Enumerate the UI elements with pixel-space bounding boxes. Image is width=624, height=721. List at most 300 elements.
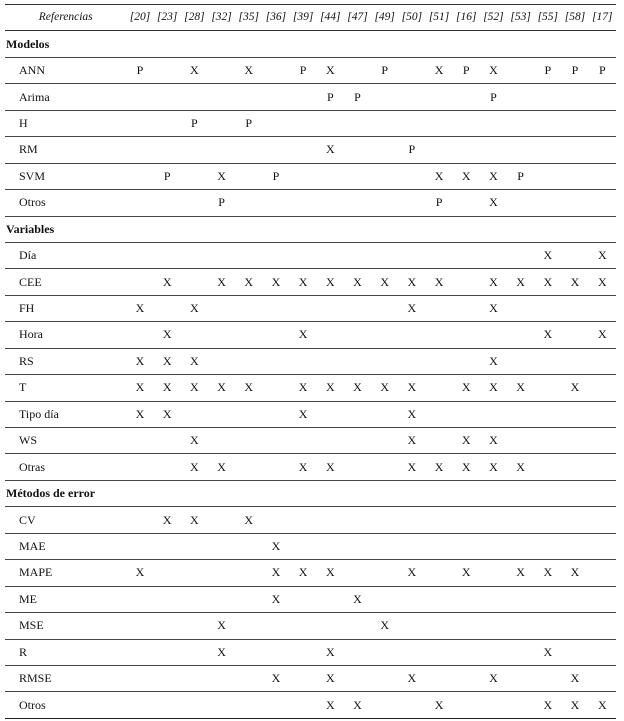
table-cell: X — [190, 301, 199, 316]
table-cell: X — [162, 380, 172, 395]
table-cell — [589, 533, 616, 559]
table-cell — [344, 613, 371, 639]
table-cell — [262, 137, 289, 163]
references-comparison-table — [5, 4, 616, 719]
table-cell: X — [461, 459, 471, 474]
table-row — [5, 163, 616, 189]
table-cell — [208, 137, 235, 163]
table-cell: P — [408, 142, 416, 157]
table-cell — [290, 348, 317, 374]
table-cell: X — [325, 63, 335, 78]
table-cell — [317, 586, 344, 612]
table-cell — [262, 295, 289, 321]
table-cell: X — [570, 671, 580, 686]
table-cell: X — [380, 380, 389, 395]
header-ref: [50] — [401, 11, 423, 24]
table-cell — [534, 586, 561, 612]
table-cell: X — [135, 406, 145, 421]
table-cell: X — [298, 406, 308, 421]
table-row — [5, 665, 616, 691]
table-cell — [453, 639, 480, 665]
table-cell — [290, 84, 317, 110]
table-cell — [154, 665, 181, 691]
row-label: CV — [19, 512, 36, 527]
table-cell — [507, 190, 534, 216]
table-row — [5, 137, 616, 163]
table-cell — [344, 242, 371, 268]
table-cell — [126, 110, 153, 136]
table-cell — [534, 665, 561, 691]
table-row — [5, 375, 616, 401]
row-label: Día — [19, 248, 37, 263]
table-cell — [453, 401, 480, 427]
table-cell — [398, 613, 425, 639]
table-cell: X — [434, 459, 444, 474]
table-cell — [317, 322, 344, 348]
table-cell — [453, 586, 480, 612]
row-label: RM — [19, 142, 38, 157]
table-cell — [398, 190, 425, 216]
table-cell — [317, 533, 344, 559]
table-cell — [235, 586, 262, 612]
table-cell — [126, 163, 153, 189]
table-cell — [154, 639, 181, 665]
table-cell: X — [162, 406, 172, 421]
table-cell — [453, 348, 480, 374]
comparison-table-container — [5, 4, 616, 719]
row-label: H — [19, 115, 28, 130]
table-cell — [181, 242, 208, 268]
table-cell — [344, 137, 371, 163]
header-referencias: Referencias — [38, 11, 93, 24]
table-cell — [371, 454, 398, 480]
table-cell: P — [272, 168, 280, 183]
table-cell: X — [244, 512, 254, 527]
header-ref: [20] — [129, 11, 151, 24]
table-cell — [561, 401, 588, 427]
row-label: T — [19, 380, 27, 395]
table-cell — [290, 639, 317, 665]
table-cell: X — [135, 565, 145, 580]
table-cell — [262, 110, 289, 136]
table-cell — [480, 639, 507, 665]
table-cell — [344, 428, 371, 454]
table-cell — [317, 190, 344, 216]
table-cell: X — [135, 353, 145, 368]
table-cell: X — [461, 433, 471, 448]
table-cell — [344, 57, 371, 83]
table-cell — [425, 322, 452, 348]
table-row — [5, 586, 616, 612]
table-cell: X — [325, 697, 335, 712]
table-cell — [126, 586, 153, 612]
table-cell — [208, 533, 235, 559]
table-cell — [534, 295, 561, 321]
table-cell: X — [325, 565, 335, 580]
table-cell — [371, 190, 398, 216]
header-ref: [35] — [238, 11, 259, 24]
table-cell — [507, 242, 534, 268]
table-cell: X — [353, 380, 362, 395]
table-cell — [425, 639, 452, 665]
table-cell — [126, 84, 153, 110]
table-cell — [181, 692, 208, 718]
table-cell — [589, 639, 616, 665]
table-cell — [154, 295, 181, 321]
table-cell — [317, 613, 344, 639]
table-cell — [453, 110, 480, 136]
table-cell — [262, 692, 289, 718]
table-cell — [290, 163, 317, 189]
table-cell: P — [435, 195, 443, 210]
table-body — [5, 31, 616, 718]
table-cell — [480, 322, 507, 348]
table-cell — [507, 586, 534, 612]
table-cell: X — [489, 353, 498, 368]
table-cell: X — [407, 274, 417, 289]
table-cell: X — [298, 327, 308, 342]
table-cell — [344, 110, 371, 136]
table-cell: X — [190, 459, 199, 474]
table-cell — [398, 322, 425, 348]
table-cell: P — [462, 63, 470, 78]
section-header-row — [5, 480, 616, 506]
header-ref: [51] — [428, 11, 450, 24]
table-cell — [453, 242, 480, 268]
table-cell — [344, 401, 371, 427]
table-cell — [317, 428, 344, 454]
table-cell — [589, 137, 616, 163]
table-cell — [480, 613, 507, 639]
table-cell — [561, 242, 588, 268]
table-cell — [126, 507, 153, 533]
table-cell — [398, 586, 425, 612]
table-row — [5, 560, 616, 586]
table-cell: X — [489, 301, 498, 316]
table-cell — [453, 322, 480, 348]
table-row — [5, 295, 616, 321]
table-cell — [290, 507, 317, 533]
table-cell — [507, 84, 534, 110]
table-cell — [235, 137, 262, 163]
table-cell — [561, 639, 588, 665]
table-cell: P — [598, 63, 606, 78]
table-cell: P — [136, 63, 144, 78]
table-cell: P — [517, 168, 524, 183]
table-cell: X — [217, 644, 226, 659]
table-cell — [154, 533, 181, 559]
table-cell — [126, 692, 153, 718]
table-cell — [561, 507, 588, 533]
table-cell — [181, 560, 208, 586]
table-cell: X — [461, 380, 471, 395]
table-row — [5, 454, 616, 480]
table-cell — [371, 322, 398, 348]
table-cell — [235, 163, 262, 189]
table-cell — [507, 322, 534, 348]
table-cell — [126, 639, 153, 665]
table-cell — [480, 110, 507, 136]
table-cell — [344, 560, 371, 586]
header-ref: [32] — [211, 11, 232, 24]
table-cell: X — [407, 380, 417, 395]
table-cell — [181, 613, 208, 639]
table-cell: P — [245, 115, 253, 130]
table-cell — [561, 163, 588, 189]
table-cell: X — [190, 380, 199, 395]
table-cell — [425, 375, 452, 401]
table-cell — [154, 242, 181, 268]
header-ref: [16] — [456, 11, 477, 24]
table-cell — [398, 84, 425, 110]
table-cell — [371, 110, 398, 136]
table-cell — [154, 57, 181, 83]
table-cell — [398, 348, 425, 374]
section-title: Variables — [6, 221, 55, 236]
header-ref: [39] — [292, 11, 314, 24]
table-row — [5, 401, 616, 427]
table-cell — [262, 401, 289, 427]
table-cell — [425, 560, 452, 586]
table-row — [5, 613, 616, 639]
table-cell: X — [489, 671, 498, 686]
table-cell — [371, 665, 398, 691]
table-cell — [589, 163, 616, 189]
table-cell — [425, 137, 452, 163]
table-row — [5, 84, 616, 110]
table-cell: X — [135, 380, 145, 395]
table-cell — [534, 84, 561, 110]
table-cell — [344, 665, 371, 691]
table-cell — [453, 295, 480, 321]
table-cell: X — [461, 168, 471, 183]
header-ref: [17] — [592, 11, 613, 24]
table-cell — [181, 533, 208, 559]
table-cell — [208, 692, 235, 718]
table-cell — [344, 533, 371, 559]
table-cell — [317, 507, 344, 533]
table-cell — [126, 137, 153, 163]
table-cell — [425, 507, 452, 533]
table-cell: X — [325, 644, 335, 659]
table-cell — [208, 110, 235, 136]
table-cell — [235, 533, 262, 559]
table-cell — [262, 428, 289, 454]
table-cell — [589, 586, 616, 612]
table-cell — [425, 110, 452, 136]
table-cell: X — [407, 565, 417, 580]
table-cell: X — [325, 671, 335, 686]
table-cell — [371, 533, 398, 559]
table-cell — [453, 533, 480, 559]
table-cell — [262, 507, 289, 533]
table-row — [5, 507, 616, 533]
table-cell: X — [434, 697, 444, 712]
table-cell — [235, 560, 262, 586]
table-cell — [154, 613, 181, 639]
table-cell — [480, 137, 507, 163]
table-cell: X — [325, 274, 335, 289]
table-cell — [480, 692, 507, 718]
table-cell — [453, 665, 480, 691]
table-cell: X — [489, 274, 498, 289]
table-cell: X — [489, 380, 498, 395]
table-cell — [154, 692, 181, 718]
table-cell — [398, 57, 425, 83]
table-cell — [181, 639, 208, 665]
row-label: WS — [19, 433, 37, 448]
table-cell: X — [298, 459, 308, 474]
table-cell: X — [190, 512, 199, 527]
table-cell — [154, 428, 181, 454]
table-cell — [561, 110, 588, 136]
table-cell: X — [407, 301, 417, 316]
table-cell — [480, 533, 507, 559]
section-title: Métodos de error — [6, 486, 96, 501]
table-cell: X — [271, 591, 281, 606]
table-cell — [208, 507, 235, 533]
table-cell: X — [461, 565, 471, 580]
header-ref: [23] — [156, 11, 178, 24]
table-cell — [425, 242, 452, 268]
table-cell: X — [570, 697, 580, 712]
table-cell — [534, 375, 561, 401]
table-cell: X — [325, 142, 335, 157]
table-cell — [344, 295, 371, 321]
table-cell: X — [543, 697, 553, 712]
table-cell: X — [543, 644, 553, 659]
table-cell — [398, 533, 425, 559]
table-cell — [344, 348, 371, 374]
table-cell: X — [271, 671, 281, 686]
row-label: Tipo día — [19, 406, 59, 421]
table-cell — [507, 665, 534, 691]
table-cell — [208, 57, 235, 83]
table-row — [5, 639, 616, 665]
table-cell — [235, 639, 262, 665]
table-cell — [235, 401, 262, 427]
table-cell — [208, 665, 235, 691]
header-ref: [28] — [184, 11, 205, 24]
table-cell — [262, 639, 289, 665]
header-ref: [36] — [265, 11, 287, 24]
table-cell — [344, 507, 371, 533]
row-label: MAE — [19, 538, 46, 553]
table-cell — [290, 110, 317, 136]
section-title: Modelos — [6, 36, 50, 51]
table-cell — [398, 163, 425, 189]
row-label: Otros — [19, 195, 46, 210]
table-cell — [126, 428, 153, 454]
table-cell — [561, 348, 588, 374]
table-cell — [317, 110, 344, 136]
table-cell — [561, 190, 588, 216]
table-cell: X — [543, 327, 553, 342]
table-cell — [371, 560, 398, 586]
table-cell: X — [489, 433, 498, 448]
table-cell — [425, 665, 452, 691]
table-cell: P — [381, 63, 389, 78]
table-cell: X — [162, 512, 172, 527]
table-cell — [317, 295, 344, 321]
table-cell — [589, 295, 616, 321]
table-cell — [371, 348, 398, 374]
table-cell — [290, 295, 317, 321]
table-cell — [262, 613, 289, 639]
table-cell — [344, 322, 371, 348]
table-cell — [589, 507, 616, 533]
table-cell — [235, 454, 262, 480]
table-cell — [534, 163, 561, 189]
table-cell — [534, 613, 561, 639]
table-cell — [208, 586, 235, 612]
table-header — [5, 5, 616, 31]
table-cell — [398, 692, 425, 718]
table-cell — [480, 586, 507, 612]
table-row — [5, 242, 616, 268]
table-cell: X — [543, 565, 553, 580]
table-cell — [507, 348, 534, 374]
table-row — [5, 348, 616, 374]
row-label: MAPE — [19, 565, 53, 580]
table-cell — [507, 137, 534, 163]
table-cell — [589, 401, 616, 427]
table-cell — [262, 454, 289, 480]
table-cell: X — [190, 433, 199, 448]
table-cell — [126, 190, 153, 216]
table-cell — [534, 428, 561, 454]
table-cell — [181, 269, 208, 295]
table-cell — [235, 692, 262, 718]
table-cell — [371, 295, 398, 321]
table-cell — [262, 190, 289, 216]
table-cell — [235, 428, 262, 454]
table-cell: X — [353, 697, 362, 712]
table-cell — [344, 190, 371, 216]
table-cell — [181, 163, 208, 189]
table-cell — [235, 295, 262, 321]
table-cell — [208, 322, 235, 348]
table-cell — [290, 613, 317, 639]
table-cell — [126, 665, 153, 691]
header-ref: [44] — [320, 11, 341, 24]
table-cell — [480, 401, 507, 427]
table-cell — [126, 454, 153, 480]
table-cell — [425, 295, 452, 321]
section-header-row — [5, 31, 616, 57]
table-cell — [425, 533, 452, 559]
table-cell: X — [597, 697, 607, 712]
table-cell — [453, 692, 480, 718]
table-cell — [589, 375, 616, 401]
table-cell — [290, 692, 317, 718]
table-cell — [262, 84, 289, 110]
table-cell: X — [135, 301, 145, 316]
row-label: Otros — [19, 697, 46, 712]
table-cell — [398, 507, 425, 533]
table-cell: X — [570, 565, 580, 580]
table-cell — [290, 665, 317, 691]
table-cell: P — [218, 195, 225, 210]
row-label: RMSE — [19, 671, 52, 686]
table-cell — [154, 84, 181, 110]
row-label: FH — [19, 301, 35, 316]
table-cell — [154, 454, 181, 480]
table-cell — [534, 507, 561, 533]
table-cell — [208, 560, 235, 586]
table-cell — [371, 507, 398, 533]
table-cell — [425, 84, 452, 110]
